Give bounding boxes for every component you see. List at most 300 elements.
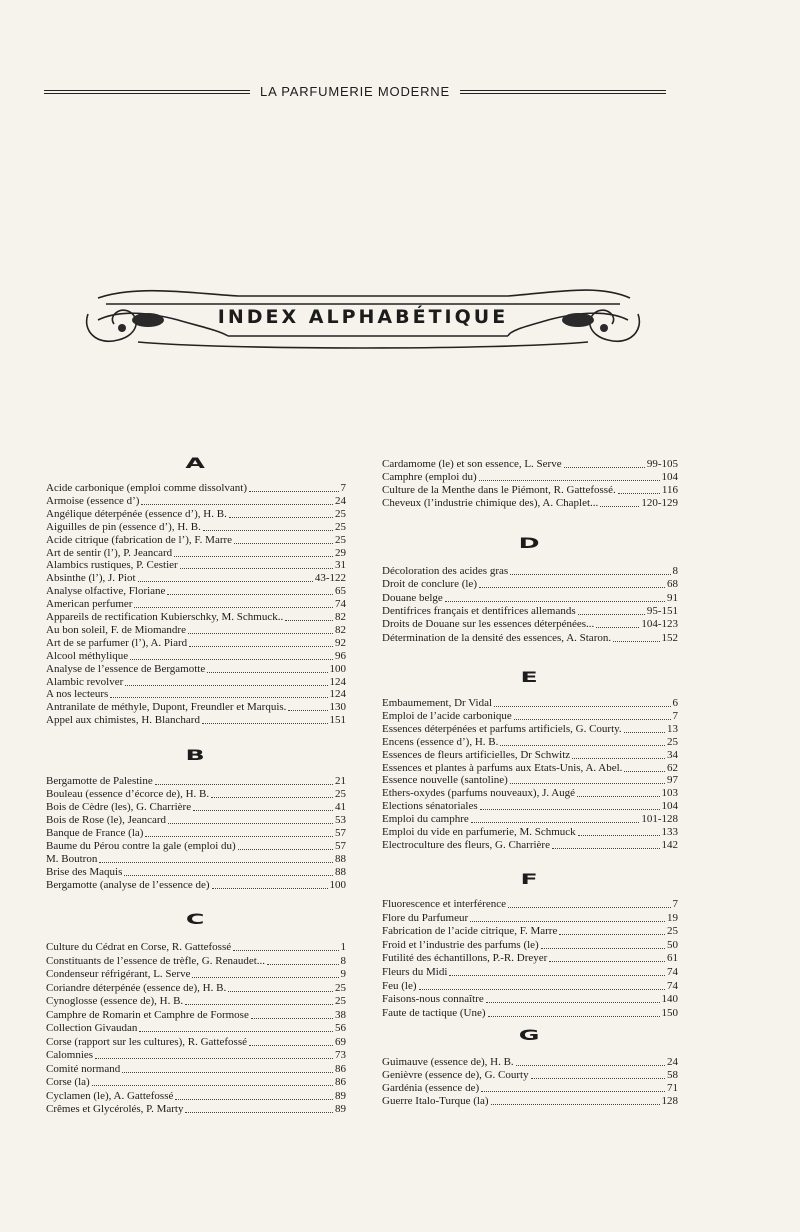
entry-page-number: 89 [335, 1089, 346, 1102]
dot-leader [267, 955, 338, 965]
index-entry [46, 775, 346, 788]
index-entry [46, 650, 346, 663]
dot-leader [486, 993, 660, 1003]
journal-title: LA PARFUMERIE MODERNE [260, 84, 450, 99]
dot-leader [202, 714, 328, 724]
entry-page-number: 152 [661, 631, 678, 644]
dot-leader [480, 800, 660, 810]
dot-leader [141, 495, 333, 505]
dot-leader [185, 995, 333, 1005]
index-entry [46, 482, 346, 495]
index-entry [46, 508, 346, 521]
index-entry [46, 1103, 346, 1116]
entry-page-number: 57 [335, 827, 346, 839]
entry-page-number: 74 [667, 966, 678, 978]
entry-text: Armoise (essence d’) [46, 494, 140, 507]
index-entry [46, 840, 346, 853]
entry-page-number: 1 [340, 941, 346, 953]
index-entry [46, 788, 346, 801]
entry-text: Genièvre (essence de), G. Courty [382, 1069, 529, 1081]
entry-text: Fleurs du Midi [382, 966, 448, 978]
dot-leader [596, 618, 639, 628]
entry-text: Froid et l’industrie des parfums (le) [382, 938, 539, 951]
entry-page-number: 86 [335, 1076, 346, 1088]
entry-page-number: 88 [335, 866, 346, 878]
index-entry [382, 925, 678, 938]
index-entry [382, 839, 678, 852]
dot-leader [559, 925, 665, 935]
entry-text: Bergamotte de Palestine [46, 775, 153, 787]
index-entry [382, 826, 678, 839]
index-entry [46, 585, 346, 598]
dot-leader [488, 1007, 660, 1017]
dot-leader [445, 592, 665, 602]
dot-leader [238, 840, 333, 850]
entry-text: Embaumement, Dr Vidal [382, 697, 493, 709]
dot-leader [514, 710, 671, 720]
index-entry [382, 632, 678, 645]
entry-page-number: 151 [329, 714, 346, 727]
entry-text: Brise des Maquis [46, 866, 123, 878]
dot-leader [578, 826, 660, 836]
index-entry [382, 578, 678, 591]
dot-leader [167, 585, 333, 595]
index-entry [46, 572, 346, 585]
index-entry [46, 559, 346, 572]
index-entry [46, 624, 346, 637]
dot-leader [110, 688, 327, 698]
entry-text: Analyse olfactive, Floriane [46, 585, 166, 598]
dot-leader [130, 650, 333, 660]
index-entry [46, 955, 346, 968]
index-entry [46, 1049, 346, 1062]
entry-page-number: 89 [335, 1103, 346, 1115]
index-entry [382, 980, 678, 993]
header-rule-left [44, 90, 250, 94]
index-entry [46, 495, 346, 508]
dot-leader [564, 458, 645, 468]
index-entry [46, 814, 346, 827]
section-letter: G [518, 1028, 542, 1044]
section-letter: E [520, 670, 540, 686]
entry-text: Bergamotte (analyse de l’essence de) [46, 879, 210, 891]
entry-text: Acide carbonique (emploi comme dissolvant) [46, 482, 247, 494]
entry-text: Appareils de rectification Kubierschky, M. Schmuck.. [46, 611, 284, 623]
section-letter: F [520, 872, 540, 888]
entry-text: Corse (la) [46, 1076, 90, 1088]
entry-page-number: 56 [335, 1022, 346, 1034]
entry-text: American perfumer [46, 598, 133, 611]
entry-text: Acide citrique (fabrication de l’), F. Marre [46, 533, 233, 546]
entry-text: Cynoglosse (essence de), H. B. [46, 995, 184, 1007]
dot-leader [134, 598, 333, 608]
entry-text: Culture du Cédrat en Corse, R. Gattefossé [46, 941, 232, 953]
index-entry [46, 1090, 346, 1103]
entry-text: Cyclamen (le), A. Gattefossé [46, 1089, 174, 1102]
dot-leader [481, 1082, 665, 1092]
dot-leader [624, 762, 665, 772]
entry-text: Guimauve (essence de), H. B. [382, 1056, 514, 1068]
entry-text: Cheveux (l’industrie chimique des), A. Chaplet... [382, 497, 599, 509]
entry-text: Condenseur réfrigérant, L. Serve [46, 968, 191, 980]
index-entry [382, 800, 678, 813]
entry-page-number: 150 [661, 1006, 678, 1019]
entry-page-number: 140 [661, 993, 678, 1006]
entry-page-number: 124 [329, 688, 346, 701]
entry-page-number: 8 [340, 954, 346, 967]
dot-leader [192, 968, 338, 978]
index-entry [382, 697, 678, 710]
dot-leader [249, 482, 339, 492]
index-entry [46, 853, 346, 866]
index-entry [382, 592, 678, 605]
entry-page-number: 58 [667, 1069, 678, 1081]
index-entry [46, 1076, 346, 1089]
entry-text: Camphre de Romarin et Camphre de Formose [46, 1008, 249, 1021]
entry-page-number: 68 [667, 578, 678, 591]
section-letter: C [185, 912, 207, 928]
dot-leader [122, 1063, 333, 1073]
dot-leader [99, 853, 333, 863]
dot-leader [188, 624, 333, 634]
entry-text: Constituants de l’essence de trèfle, G. Renaudet... [46, 954, 266, 967]
entry-text: A nos lecteurs [46, 688, 109, 701]
entry-page-number: 88 [335, 853, 346, 865]
entry-text: Emploi de l’acide carbonique [382, 709, 512, 722]
entry-page-number: 133 [661, 826, 678, 838]
entry-text: Essence nouvelle (santoline) [382, 774, 508, 787]
dot-leader [541, 939, 665, 949]
dot-leader [572, 749, 665, 759]
entry-page-number: 8 [672, 565, 678, 577]
index-entry [382, 458, 678, 471]
entry-page-number: 100 [329, 879, 346, 891]
entry-page-number: 96 [335, 649, 346, 662]
entry-page-number: 61 [667, 952, 678, 965]
index-entry [382, 1056, 678, 1069]
index-entry [382, 497, 678, 510]
entry-page-number: 95-151 [646, 604, 678, 617]
entry-text: Ethers-oxydes (parfums nouveaux), J. Augé [382, 787, 576, 800]
entry-text: Fabrication de l’acide citrique, F. Marre [382, 925, 558, 938]
entry-page-number: 82 [335, 611, 346, 623]
index-entry [46, 968, 346, 981]
entry-page-number: 120-129 [641, 497, 678, 509]
index-entry [382, 813, 678, 826]
index-entry [382, 762, 678, 775]
entry-page-number: 91 [667, 591, 678, 604]
index-entry [382, 898, 678, 911]
entry-page-number: 24 [335, 494, 346, 507]
entry-page-number: 25 [667, 925, 678, 938]
entry-page-number: 43-122 [314, 572, 346, 585]
index-entry [382, 618, 678, 631]
entry-text: Emploi du vide en parfumerie, M. Schmuck [382, 826, 576, 838]
entry-text: Essences déterpénées et parfums artificiels, G. Courty. [382, 722, 622, 735]
dot-leader [180, 559, 333, 569]
dot-leader [251, 1009, 333, 1019]
index-title: INDEX ALPHABÉTIQUE [217, 306, 509, 328]
dot-leader [189, 637, 333, 647]
entry-page-number: 25 [335, 533, 346, 546]
entry-page-number: 25 [335, 788, 346, 800]
entry-page-number: 73 [335, 1049, 346, 1061]
entry-page-number: 99-105 [646, 458, 678, 470]
dot-leader [479, 471, 660, 481]
index-entry [46, 1063, 346, 1076]
dot-leader [228, 982, 333, 992]
entry-text: Culture de la Menthe dans le Piémont, R. Gattefossé. [382, 484, 616, 496]
index-entry [382, 484, 678, 497]
entry-text: Faute de tactique (Une) [382, 1006, 486, 1019]
entry-text: Camphre (emploi du) [382, 471, 477, 483]
dot-leader [491, 1095, 660, 1105]
entry-page-number: 53 [335, 814, 346, 826]
dot-leader [193, 801, 333, 811]
entry-page-number: 62 [667, 761, 678, 774]
entry-page-number: 9 [340, 968, 346, 980]
entry-page-number: 97 [667, 774, 678, 787]
entry-text: Gardénia (essence de) [382, 1082, 480, 1094]
entry-text: Bois de Cèdre (les), G. Charrière [46, 801, 192, 813]
index-entry [46, 941, 346, 954]
entry-page-number: 130 [329, 701, 346, 714]
entry-page-number: 6 [672, 697, 678, 709]
entry-page-number: 74 [667, 979, 678, 992]
entry-page-number: 101-128 [641, 813, 678, 826]
entry-text: Absinthe (l’), J. Piot [46, 572, 136, 585]
index-entry [46, 701, 346, 714]
entry-text: Coriandre déterpénée (essence de), H. B. [46, 981, 227, 994]
dot-leader [624, 723, 665, 733]
entry-page-number: 128 [661, 1095, 678, 1107]
dot-leader [203, 521, 333, 531]
index-entry [382, 774, 678, 787]
entry-page-number: 65 [335, 585, 346, 598]
entry-text: Futilité des échantillons, P.-R. Dreyer [382, 952, 548, 965]
dot-leader [510, 565, 670, 575]
entry-text: Décoloration des acides gras [382, 565, 509, 577]
index-entry [382, 1095, 678, 1108]
entry-page-number: 69 [335, 1035, 346, 1048]
entry-page-number: 25 [335, 981, 346, 994]
entry-text: Angélique déterpénée (essence d’), H. B. [46, 507, 227, 520]
entry-text: Bouleau (essence d’écorce de), H. B. [46, 788, 210, 800]
entry-page-number: 104 [661, 471, 678, 483]
dot-leader [470, 912, 665, 922]
entry-text: Essences et plantes à parfums aux Etats-Unis, A. Abel. [382, 761, 623, 774]
index-entry [382, 605, 678, 618]
index-entry [382, 565, 678, 578]
entry-page-number: 50 [667, 938, 678, 951]
entry-text: Electroculture des fleurs, G. Charrière [382, 838, 550, 851]
dot-leader [516, 1056, 665, 1066]
entry-text: Au bon soleil, F. de Miomandre [46, 623, 186, 636]
dot-leader [510, 774, 665, 784]
index-entry [382, 993, 678, 1006]
index-entry [382, 749, 678, 762]
entry-text: Banque de France (la) [46, 827, 144, 839]
entry-page-number: 104 [661, 800, 678, 813]
index-entry [46, 982, 346, 995]
entry-page-number: 74 [335, 598, 346, 611]
entry-page-number: 13 [667, 722, 678, 735]
entry-text: Aiguilles de pin (essence d’), H. B. [46, 520, 201, 533]
entry-page-number: 31 [335, 559, 346, 572]
index-entry [382, 1069, 678, 1082]
index-entry [46, 611, 346, 624]
entry-text: Dentifrices français et dentifrices allemands [382, 604, 576, 617]
dot-leader [471, 813, 640, 823]
dot-leader [285, 611, 333, 621]
entry-text: Guerre Italo-Turque (la) [382, 1095, 489, 1107]
entry-text: M. Boutron [46, 853, 98, 865]
index-entry [46, 521, 346, 534]
running-header [44, 84, 666, 99]
index-entry [46, 688, 346, 701]
header-rule-right [460, 90, 666, 94]
entry-page-number: 116 [661, 484, 678, 496]
entry-page-number: 7 [672, 898, 678, 910]
index-entry [382, 912, 678, 925]
entry-page-number: 29 [335, 546, 346, 559]
dot-leader [185, 1103, 333, 1113]
entry-page-number: 38 [335, 1008, 346, 1021]
dot-leader [92, 1076, 333, 1086]
index-entry [46, 995, 346, 1008]
entry-text: Détermination de la densité des essences, A. Staron. [382, 631, 612, 644]
index-entry [382, 939, 678, 952]
entry-page-number: 25 [667, 735, 678, 748]
entry-text: Faisons-nous connaître [382, 993, 484, 1006]
entry-text: Antranilate de méthyle, Dupont, Freundler et Marquis. [46, 701, 287, 714]
dot-leader [479, 578, 665, 588]
entry-text: Feu (le) [382, 979, 417, 992]
dot-leader [288, 701, 327, 711]
dot-leader [549, 952, 665, 962]
index-entry [46, 598, 346, 611]
dot-leader [500, 736, 665, 746]
entry-page-number: 7 [340, 482, 346, 494]
entry-text: Crêmes et Glycérolés, P. Marty [46, 1103, 184, 1115]
entry-page-number: 92 [335, 636, 346, 649]
dot-leader [613, 632, 659, 642]
dot-leader [449, 966, 665, 976]
entry-text: Flore du Parfumeur [382, 911, 469, 924]
index-entry [46, 637, 346, 650]
section-letter: B [185, 748, 207, 764]
index-entry [382, 1082, 678, 1095]
entry-page-number: 104-123 [641, 618, 678, 631]
index-entry [382, 952, 678, 965]
entry-page-number: 25 [335, 507, 346, 520]
entry-page-number: 57 [335, 840, 346, 852]
entry-text: Cardamome (le) et son essence, L. Serve [382, 458, 562, 470]
section-letter: A [185, 456, 207, 472]
dot-leader [155, 775, 333, 785]
dot-leader [138, 572, 313, 582]
entry-page-number: 41 [335, 801, 346, 813]
dot-leader [577, 787, 659, 797]
entry-text: Art de se parfumer (l’), A. Piard [46, 636, 188, 649]
entry-page-number: 7 [672, 709, 678, 722]
dot-leader [229, 508, 333, 518]
entry-page-number: 19 [667, 911, 678, 924]
index-entry [382, 710, 678, 723]
entry-text: Alambic revolver [46, 675, 124, 688]
entry-text: Baume du Pérou contre la gale (emploi du) [46, 840, 236, 852]
index-banner [78, 280, 648, 360]
entry-page-number: 71 [667, 1082, 678, 1094]
index-entry [382, 736, 678, 749]
index-entry [46, 827, 346, 840]
index-entry [382, 1007, 678, 1020]
entry-page-number: 25 [335, 520, 346, 533]
entry-page-number: 25 [335, 995, 346, 1007]
entry-text: Alambics rustiques, P. Cestier [46, 559, 178, 572]
dot-leader [419, 980, 665, 990]
dot-leader [95, 1049, 333, 1059]
entry-page-number: 124 [329, 675, 346, 688]
entry-text: Appel aux chimistes, H. Blanchard [46, 714, 200, 727]
index-entry [382, 787, 678, 800]
dot-leader [552, 839, 660, 849]
entry-text: Encens (essence d’), H. B. [382, 735, 499, 748]
entry-text: Fluorescence et interférence [382, 898, 506, 910]
entry-text: Analyse de l’essence de Bergamotte [46, 662, 206, 675]
dot-leader [168, 814, 333, 824]
entry-text: Elections sénatoriales [382, 800, 478, 813]
entry-text: Corse (rapport sur les cultures), R. Gattefossé [46, 1035, 248, 1048]
entry-text: Art de sentir (l’), P. Jeancard [46, 546, 173, 559]
dot-leader [600, 497, 639, 507]
entry-text: Essences de fleurs artificielles, Dr Schwitz [382, 748, 571, 761]
entry-text: Bois de Rose (le), Jeancard [46, 814, 167, 826]
dot-leader [578, 605, 645, 615]
entry-page-number: 34 [667, 748, 678, 761]
entry-text: Calomnies [46, 1049, 94, 1061]
index-entry [46, 1009, 346, 1022]
index-entry [46, 714, 346, 727]
index-entry [382, 966, 678, 979]
entry-text: Droit de conclure (le) [382, 578, 477, 591]
entry-page-number: 21 [335, 775, 346, 787]
entry-page-number: 142 [661, 838, 678, 851]
entry-page-number: 100 [329, 662, 346, 675]
entry-text: Collection Givaudan [46, 1022, 138, 1034]
dot-leader [145, 827, 333, 837]
dot-leader [233, 941, 338, 951]
index-entry [46, 801, 346, 814]
dot-leader [618, 484, 660, 494]
index-entry [382, 471, 678, 484]
dot-leader [211, 788, 333, 798]
entry-text: Droits de Douane sur les essences déterpénées... [382, 618, 595, 631]
entry-text: Comité normand [46, 1062, 121, 1075]
dot-leader [531, 1069, 665, 1079]
dot-leader [508, 898, 671, 908]
entry-page-number: 86 [335, 1062, 346, 1075]
entry-text: Alcool méthylique [46, 649, 129, 662]
dot-leader [494, 697, 670, 707]
entry-text: Emploi du camphre [382, 813, 469, 826]
entry-page-number: 24 [667, 1056, 678, 1068]
entry-page-number: 103 [661, 787, 678, 800]
entry-text: Douane belge [382, 591, 443, 604]
entry-page-number: 82 [335, 623, 346, 636]
section-letter: D [518, 536, 542, 552]
index-entry [382, 723, 678, 736]
